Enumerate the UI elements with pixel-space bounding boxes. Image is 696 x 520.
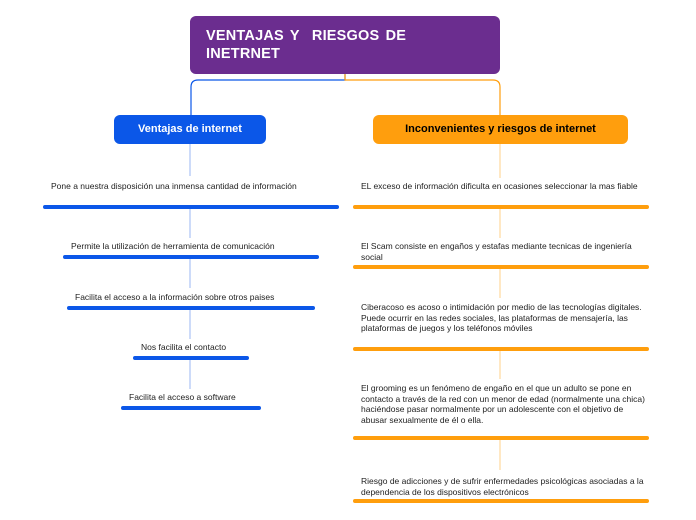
branch-riesgos[interactable]: Inconvenientes y riesgos de internet	[373, 115, 628, 144]
root-node[interactable]	[190, 16, 500, 74]
leaf-ventaja-3-line	[67, 306, 315, 310]
leaf-riesgo-1[interactable]: EL exceso de información dificulta en ocasiones seleccionar la mas fiable	[361, 181, 638, 191]
branch-ventajas[interactable]: Ventajas de internet	[114, 115, 266, 144]
leaf-ventaja-5-line	[121, 406, 261, 410]
connector-root-right	[345, 74, 500, 115]
leaf-ventaja-5[interactable]: Facilita el acceso a software	[129, 392, 236, 402]
leaf-ventaja-1-line	[43, 205, 339, 209]
leaf-ventaja-1[interactable]: Pone a nuestra disposición una inmensa cantidad de información	[51, 181, 297, 191]
leaf-riesgo-5[interactable]: Riesgo de adicciones y de sufrir enfermedades psicológicas asociadas a la dependencia de los dispositivos electrónicos	[361, 476, 644, 497]
leaf-riesgo-2[interactable]: El Scam consiste en engaños y estafas mediante tecnicas de ingeniería social	[361, 241, 632, 262]
leaf-ventaja-4[interactable]: Nos facilita el contacto	[141, 342, 227, 352]
leaf-ventaja-4-line	[133, 356, 249, 360]
leaf-riesgo-5-line	[353, 499, 649, 503]
leaf-ventaja-2[interactable]: Permite la utilización de herramienta de comunicación	[71, 241, 275, 251]
leaf-riesgo-1-line	[353, 205, 649, 209]
connector-root-left	[191, 74, 345, 115]
leaf-ventaja-3[interactable]: Facilita el acceso a la información sobre otros paises	[75, 292, 275, 302]
leaf-riesgo-3[interactable]: Ciberacoso es acoso o intimidación por medio de las tecnologías digitales. Puede ocurrir en las redes sociales, las plataformas de mensajería, las plataformas de juegos y los teléfonos móviles	[361, 302, 642, 333]
leaf-riesgo-2-line	[353, 265, 649, 269]
leaf-riesgo-4-line	[353, 436, 649, 440]
leaf-riesgo-3-line	[353, 347, 649, 351]
root-title: VENTAJAS Y RIESGOS DE INETRNET	[206, 28, 413, 62]
leaf-ventaja-2-line	[63, 255, 319, 259]
leaf-riesgo-4[interactable]: El grooming es un fenómeno de engaño en el que un adulto se pone en contacto a través de la red con un menor de edad (normalmente una chica) haciéndose pasar normalmente por un adolescente con el objetivo de abusar sexualmente de él o ella.	[361, 383, 645, 425]
